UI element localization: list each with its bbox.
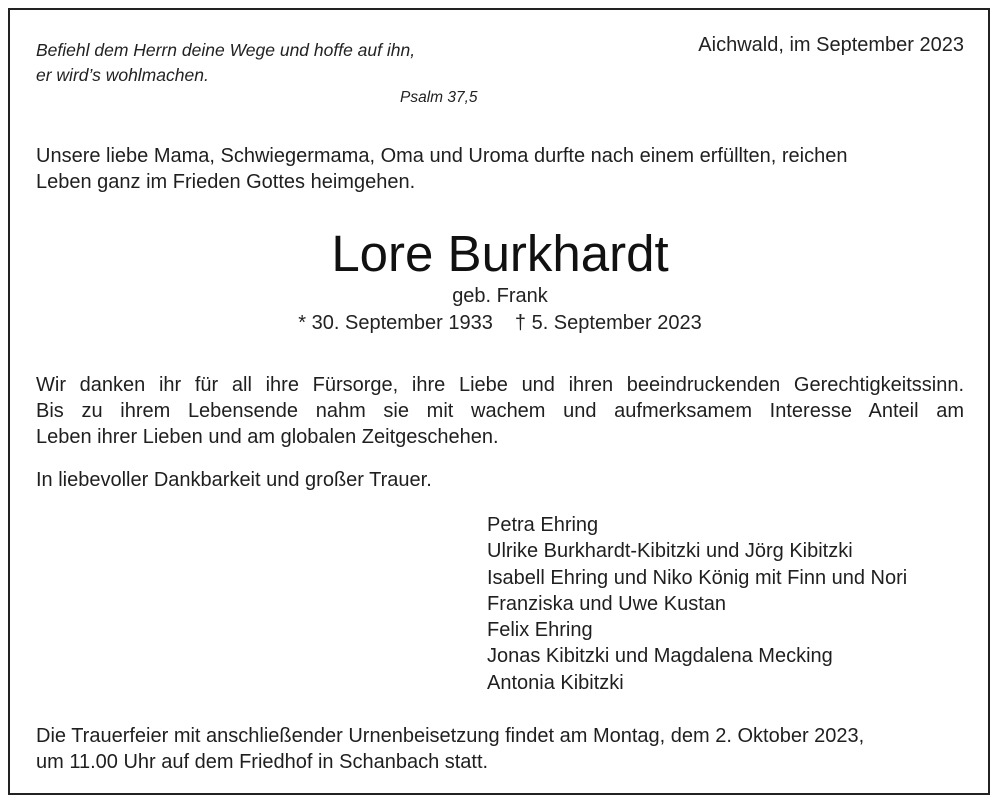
thanks-paragraph (36, 372, 964, 450)
intro-line-2: Leben ganz im Frieden Gottes heimgehen. (36, 171, 416, 193)
mourner-entry: Petra Ehring (487, 514, 599, 536)
thanks-line-2: Bis zu ihrem Lebensende nahm sie mit wachem und aufmerksamem Interesse Anteil am (36, 400, 964, 422)
closing-line: In liebevoller Dankbarkeit und großer Trauer. (36, 469, 432, 491)
death-date: † 5. September 2023 (514, 312, 702, 334)
mourner-entry: Ulrike Burkhardt-Kibitzki und Jörg Kibitzki (487, 540, 853, 563)
verse-reference: Psalm 37,5 (400, 89, 478, 106)
mourners-list (487, 512, 907, 696)
mourner-entry: Felix Ehring (487, 619, 593, 642)
maiden-name: geb. Frank (452, 285, 548, 307)
thanks-line-1: Wir danken ihr für all ihre Fürsorge, ihre Liebe und ihren beeindruckenden Gerechtigkeitssinn. (36, 374, 964, 396)
life-dates (0, 312, 1000, 335)
thanks-line-3: Leben ihrer Lieben und am globalen Zeitgeschehen. (36, 426, 499, 448)
verse-line-2: er wird’s wohlmachen. (36, 65, 209, 85)
verse-line-1: Befiehl dem Herrn deine Wege und hoffe auf ihn, (36, 40, 416, 60)
mourner-entry: Antonia Kibitzki (487, 671, 624, 694)
intro-line-1: Unsere liebe Mama, Schwiegermama, Oma und Uroma durfte nach einem erfüllten, reichen (36, 145, 848, 167)
funeral-notice (36, 723, 964, 775)
bible-verse (36, 38, 415, 88)
funeral-line-1: Die Trauerfeier mit anschließender Urnenbeisetzung findet am Montag, dem 2. Oktober 2023, (36, 725, 865, 747)
mourner-entry: Jonas Kibitzki und Magdalena Mecking (487, 645, 833, 668)
deceased-name: Lore Burkhardt (331, 225, 669, 282)
place-and-date: Aichwald, im September 2023 (698, 34, 964, 56)
funeral-line-2: um 11.00 Uhr auf dem Friedhof in Schanbach statt. (36, 751, 489, 773)
mourner-entry: Franziska und Uwe Kustan (487, 592, 727, 615)
intro-text (36, 143, 964, 195)
birth-date: * 30. September 1933 (298, 312, 493, 334)
mourner-entry: Isabell Ehring und Niko König mit Finn und Nori (487, 566, 908, 589)
